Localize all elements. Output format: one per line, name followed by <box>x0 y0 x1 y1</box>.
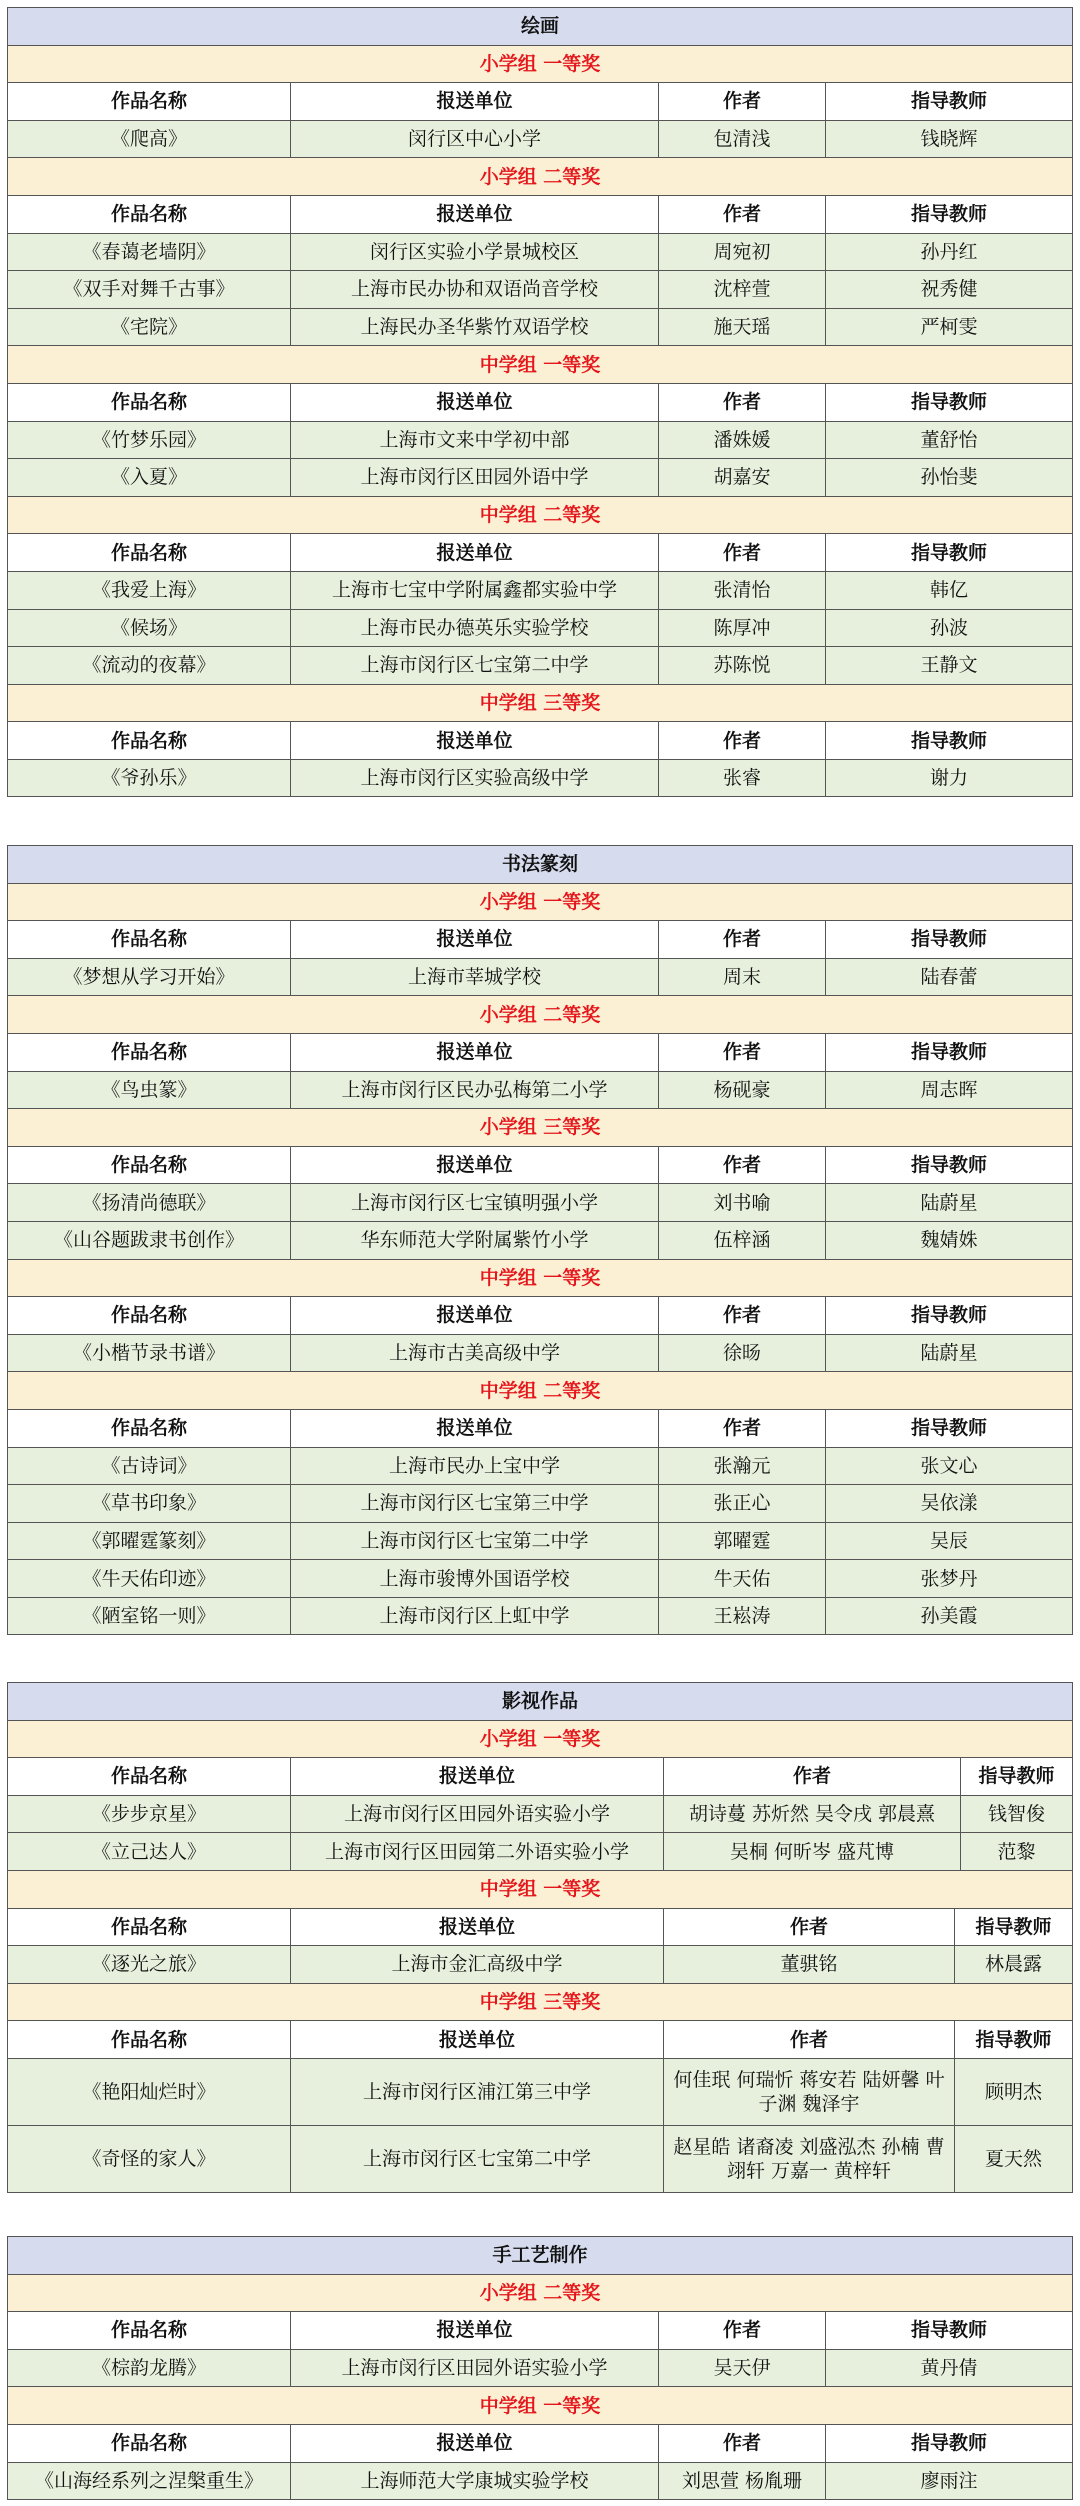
header-name: 作品名称 <box>8 196 291 233</box>
author: 周末 <box>659 959 826 996</box>
header-unit: 报送单位 <box>291 534 659 571</box>
unit: 上海市民办协和双语尚音学校 <box>291 271 659 308</box>
unit: 上海市闵行区田园第二外语实验小学 <box>291 1833 664 1870</box>
unit: 上海市金汇高级中学 <box>291 1946 664 1983</box>
header-name: 作品名称 <box>8 1297 291 1334</box>
work-name: 《陋室铭一则》 <box>8 1598 291 1635</box>
table-row <box>8 1560 1073 1598</box>
header-author: 作者 <box>659 1147 826 1184</box>
header-unit: 报送单位 <box>291 1758 664 1795</box>
header-author: 作者 <box>659 196 826 233</box>
header-teacher: 指导教师 <box>955 2021 1073 2058</box>
work-name: 《爬高》 <box>8 121 291 158</box>
work-name: 《宅院》 <box>8 309 291 346</box>
teacher: 严柯雯 <box>826 309 1073 346</box>
table-row <box>8 1222 1073 1260</box>
unit: 上海市闵行区民办弘梅第二小学 <box>291 1072 659 1109</box>
section-craft <box>7 2236 1073 2500</box>
header-name: 作品名称 <box>8 534 291 571</box>
work-name: 《艳阳灿烂时》 <box>8 2059 291 2125</box>
teacher: 吴依漾 <box>826 1485 1073 1522</box>
work-name: 《郭曜霆篆刻》 <box>8 1523 291 1560</box>
author: 伍梓涵 <box>659 1222 826 1259</box>
award-row <box>8 46 1073 84</box>
author: 张瀚元 <box>659 1448 826 1485</box>
header-unit: 报送单位 <box>291 1410 659 1447</box>
section-title: 书法篆刻 <box>8 846 1073 883</box>
work-name: 《双手对舞千古事》 <box>8 271 291 308</box>
table-header <box>8 722 1073 760</box>
table-row <box>8 610 1073 648</box>
table-row <box>8 1184 1073 1222</box>
table-row <box>8 1448 1073 1486</box>
author: 董骐铭 <box>664 1946 955 1983</box>
author: 沈梓萱 <box>659 271 826 308</box>
table-row <box>8 1335 1073 1373</box>
award-row <box>8 1721 1073 1759</box>
header-unit: 报送单位 <box>291 1909 664 1946</box>
author: 刘书喻 <box>659 1184 826 1221</box>
header-author: 作者 <box>664 1909 955 1946</box>
unit: 上海市闵行区田园外语实验小学 <box>291 1796 664 1833</box>
teacher: 张梦丹 <box>826 1560 1073 1597</box>
unit: 上海市闵行区七宝第三中学 <box>291 1485 659 1522</box>
author: 牛天佑 <box>659 1560 826 1597</box>
author: 何佳珉 何瑞忻 蒋安若 陆妍馨 叶子渊 魏泽宇 <box>664 2059 955 2125</box>
table-header <box>8 1909 1073 1947</box>
table-header <box>8 2425 1073 2463</box>
teacher: 吴辰 <box>826 1523 1073 1560</box>
header-teacher: 指导教师 <box>955 1909 1073 1946</box>
work-name: 《小楷节录书谱》 <box>8 1335 291 1372</box>
teacher: 林晨露 <box>955 1946 1073 1983</box>
header-name: 作品名称 <box>8 921 291 958</box>
work-name: 《竹梦乐园》 <box>8 422 291 459</box>
header-author: 作者 <box>659 722 826 759</box>
table-row <box>8 234 1073 272</box>
section-painting <box>7 7 1073 797</box>
award-label: 中学组 三等奖 <box>8 1984 1073 2021</box>
unit: 上海市文来中学初中部 <box>291 422 659 459</box>
award-row <box>8 158 1073 196</box>
teacher: 王静文 <box>826 647 1073 684</box>
table-header <box>8 83 1073 121</box>
unit: 上海市闵行区七宝镇明强小学 <box>291 1184 659 1221</box>
unit: 上海师范大学康城实验学校 <box>291 2463 659 2500</box>
header-name: 作品名称 <box>8 1909 291 1946</box>
teacher: 夏天然 <box>955 2126 1073 2192</box>
award-label: 小学组 三等奖 <box>8 1109 1073 1146</box>
author: 杨砚豪 <box>659 1072 826 1109</box>
section-title-row <box>8 2237 1073 2275</box>
work-name: 《步步京星》 <box>8 1796 291 1833</box>
section-title-row <box>8 846 1073 884</box>
header-teacher: 指导教师 <box>826 1297 1073 1334</box>
table-row <box>8 121 1073 159</box>
teacher: 魏婧姝 <box>826 1222 1073 1259</box>
unit: 上海市民办德英乐实验学校 <box>291 610 659 647</box>
unit: 华东师范大学附属紫竹小学 <box>291 1222 659 1259</box>
header-teacher: 指导教师 <box>826 1147 1073 1184</box>
table-row <box>8 1598 1073 1636</box>
author: 张睿 <box>659 760 826 797</box>
table-header <box>8 1297 1073 1335</box>
work-name: 《春蔼老墙阴》 <box>8 234 291 271</box>
author: 吴桐 何昕岑 盛芃博 <box>664 1833 961 1870</box>
teacher: 廖雨注 <box>826 2463 1073 2500</box>
author: 胡嘉安 <box>659 459 826 496</box>
teacher: 陆春蕾 <box>826 959 1073 996</box>
teacher: 钱智俊 <box>961 1796 1073 1833</box>
header-name: 作品名称 <box>8 1758 291 1795</box>
header-unit: 报送单位 <box>291 1034 659 1071</box>
header-name: 作品名称 <box>8 2312 291 2349</box>
header-teacher: 指导教师 <box>826 2425 1073 2462</box>
unit: 上海市闵行区田园外语中学 <box>291 459 659 496</box>
work-name: 《草书印象》 <box>8 1485 291 1522</box>
table-header <box>8 1147 1073 1185</box>
author: 徐旸 <box>659 1335 826 1372</box>
author: 苏陈悦 <box>659 647 826 684</box>
header-unit: 报送单位 <box>291 921 659 958</box>
unit: 上海市闵行区七宝第二中学 <box>291 1523 659 1560</box>
award-label: 小学组 二等奖 <box>8 996 1073 1033</box>
work-name: 《爷孙乐》 <box>8 760 291 797</box>
unit: 上海市莘城学校 <box>291 959 659 996</box>
header-author: 作者 <box>659 1297 826 1334</box>
header-unit: 报送单位 <box>291 384 659 421</box>
header-teacher: 指导教师 <box>826 1034 1073 1071</box>
unit: 上海市民办上宝中学 <box>291 1448 659 1485</box>
unit: 上海市闵行区浦江第三中学 <box>291 2059 664 2125</box>
work-name: 《梦想从学习开始》 <box>8 959 291 996</box>
table-header <box>8 1410 1073 1448</box>
award-label: 小学组 一等奖 <box>8 884 1073 921</box>
teacher: 孙丹红 <box>826 234 1073 271</box>
teacher: 陆蔚星 <box>826 1184 1073 1221</box>
author: 潘姝媛 <box>659 422 826 459</box>
author: 包清浅 <box>659 121 826 158</box>
author: 张正心 <box>659 1485 826 1522</box>
header-author: 作者 <box>659 2425 826 2462</box>
award-row <box>8 2387 1073 2425</box>
header-unit: 报送单位 <box>291 722 659 759</box>
header-teacher: 指导教师 <box>826 534 1073 571</box>
table-header <box>8 196 1073 234</box>
header-name: 作品名称 <box>8 2425 291 2462</box>
work-name: 《棕韵龙腾》 <box>8 2350 291 2387</box>
header-author: 作者 <box>659 1410 826 1447</box>
header-author: 作者 <box>659 534 826 571</box>
table-header <box>8 534 1073 572</box>
unit: 上海市闵行区七宝第二中学 <box>291 647 659 684</box>
unit: 闵行区中心小学 <box>291 121 659 158</box>
work-name: 《逐光之旅》 <box>8 1946 291 1983</box>
award-row <box>8 685 1073 723</box>
header-unit: 报送单位 <box>291 83 659 120</box>
header-name: 作品名称 <box>8 83 291 120</box>
author: 胡诗蔓 苏炘然 吴令戌 郭晨熹 <box>664 1796 961 1833</box>
award-label: 小学组 一等奖 <box>8 46 1073 83</box>
header-author: 作者 <box>664 1758 961 1795</box>
table-row <box>8 309 1073 347</box>
table-header <box>8 384 1073 422</box>
section-title-row <box>8 1683 1073 1721</box>
header-name: 作品名称 <box>8 384 291 421</box>
award-label: 中学组 一等奖 <box>8 1871 1073 1908</box>
award-row <box>8 1871 1073 1909</box>
award-label: 中学组 一等奖 <box>8 346 1073 383</box>
header-teacher: 指导教师 <box>826 2312 1073 2349</box>
work-name: 《扬清尚德联》 <box>8 1184 291 1221</box>
author: 赵星皓 诸裔凌 刘盛泓杰 孙楠 曹翊轩 万嘉一 黄梓轩 <box>664 2126 955 2192</box>
header-unit: 报送单位 <box>291 2425 659 2462</box>
teacher: 董舒怡 <box>826 422 1073 459</box>
unit: 上海市古美高级中学 <box>291 1335 659 1372</box>
section-title-row <box>8 8 1073 46</box>
header-teacher: 指导教师 <box>826 83 1073 120</box>
teacher: 张文心 <box>826 1448 1073 1485</box>
teacher: 范黎 <box>961 1833 1073 1870</box>
header-teacher: 指导教师 <box>826 384 1073 421</box>
award-label: 中学组 一等奖 <box>8 2387 1073 2424</box>
table-row <box>8 572 1073 610</box>
teacher: 黄丹倩 <box>826 2350 1073 2387</box>
award-row <box>8 346 1073 384</box>
award-row <box>8 497 1073 535</box>
teacher: 孙美霞 <box>826 1598 1073 1635</box>
author: 吴天伊 <box>659 2350 826 2387</box>
teacher: 顾明杰 <box>955 2059 1073 2125</box>
unit: 上海民办圣华紫竹双语学校 <box>291 309 659 346</box>
section-title: 影视作品 <box>8 1683 1073 1720</box>
award-row <box>8 1109 1073 1147</box>
table-row <box>8 647 1073 685</box>
header-teacher: 指导教师 <box>826 921 1073 958</box>
header-name: 作品名称 <box>8 1034 291 1071</box>
table-row <box>8 1072 1073 1110</box>
table-header <box>8 1758 1073 1796</box>
table-row <box>8 271 1073 309</box>
author: 周宛初 <box>659 234 826 271</box>
header-author: 作者 <box>664 2021 955 2058</box>
award-label: 中学组 三等奖 <box>8 685 1073 722</box>
table-row <box>8 1523 1073 1561</box>
author: 刘思萱 杨胤珊 <box>659 2463 826 2500</box>
header-author: 作者 <box>659 384 826 421</box>
section-title: 绘画 <box>8 8 1073 45</box>
award-label: 中学组 二等奖 <box>8 1372 1073 1409</box>
table-header <box>8 2021 1073 2059</box>
work-name: 《候场》 <box>8 610 291 647</box>
header-teacher: 指导教师 <box>826 1410 1073 1447</box>
award-label: 小学组 一等奖 <box>8 1721 1073 1758</box>
award-row <box>8 884 1073 922</box>
award-label: 中学组 一等奖 <box>8 1260 1073 1297</box>
table-row <box>8 1833 1073 1871</box>
section-calligraphy <box>7 845 1073 1635</box>
teacher: 钱晓辉 <box>826 121 1073 158</box>
work-name: 《鸟虫篆》 <box>8 1072 291 1109</box>
header-name: 作品名称 <box>8 2021 291 2058</box>
author: 张清怡 <box>659 572 826 609</box>
table-row <box>8 1796 1073 1834</box>
table-row <box>8 459 1073 497</box>
work-name: 《山海经系列之涅槃重生》 <box>8 2463 291 2500</box>
teacher: 谢力 <box>826 760 1073 797</box>
table-row <box>8 959 1073 997</box>
award-row <box>8 1372 1073 1410</box>
header-unit: 报送单位 <box>291 1147 659 1184</box>
author: 施天瑶 <box>659 309 826 346</box>
work-name: 《山谷题跋隶书创作》 <box>8 1222 291 1259</box>
header-name: 作品名称 <box>8 722 291 759</box>
header-name: 作品名称 <box>8 1147 291 1184</box>
table-header <box>8 2312 1073 2350</box>
work-name: 《我爱上海》 <box>8 572 291 609</box>
unit: 上海市七宝中学附属鑫都实验中学 <box>291 572 659 609</box>
teacher: 孙波 <box>826 610 1073 647</box>
teacher: 陆蔚星 <box>826 1335 1073 1372</box>
unit: 上海市骏博外国语学校 <box>291 1560 659 1597</box>
header-name: 作品名称 <box>8 1410 291 1447</box>
teacher: 周志晖 <box>826 1072 1073 1109</box>
work-name: 《牛天佑印迹》 <box>8 1560 291 1597</box>
teacher: 祝秀健 <box>826 271 1073 308</box>
teacher: 韩亿 <box>826 572 1073 609</box>
author: 王崧涛 <box>659 1598 826 1635</box>
unit: 上海市闵行区七宝第二中学 <box>291 2126 664 2192</box>
unit: 上海市闵行区田园外语实验小学 <box>291 2350 659 2387</box>
table-row <box>8 422 1073 460</box>
header-teacher: 指导教师 <box>961 1758 1073 1795</box>
work-name: 《入夏》 <box>8 459 291 496</box>
award-row <box>8 996 1073 1034</box>
unit: 上海市闵行区实验高级中学 <box>291 760 659 797</box>
table-row <box>8 1946 1073 1984</box>
header-author: 作者 <box>659 2312 826 2349</box>
unit: 上海市闵行区上虹中学 <box>291 1598 659 1635</box>
table-header <box>8 1034 1073 1072</box>
header-unit: 报送单位 <box>291 2021 664 2058</box>
work-name: 《流动的夜幕》 <box>8 647 291 684</box>
award-row <box>8 2275 1073 2313</box>
work-name: 《古诗词》 <box>8 1448 291 1485</box>
award-label: 小学组 二等奖 <box>8 2275 1073 2312</box>
header-author: 作者 <box>659 1034 826 1071</box>
header-unit: 报送单位 <box>291 196 659 233</box>
award-row <box>8 1260 1073 1298</box>
table-row <box>8 1485 1073 1523</box>
teacher: 孙怡斐 <box>826 459 1073 496</box>
author: 郭曜霆 <box>659 1523 826 1560</box>
header-unit: 报送单位 <box>291 2312 659 2349</box>
header-teacher: 指导教师 <box>826 196 1073 233</box>
table-row <box>8 2126 1073 2193</box>
table-row <box>8 760 1073 798</box>
award-row <box>8 1984 1073 2022</box>
table-row <box>8 2350 1073 2388</box>
table-row <box>8 2059 1073 2126</box>
table-row <box>8 2463 1073 2501</box>
author: 陈厚冲 <box>659 610 826 647</box>
work-name: 《奇怪的家人》 <box>8 2126 291 2192</box>
header-author: 作者 <box>659 83 826 120</box>
header-unit: 报送单位 <box>291 1297 659 1334</box>
header-teacher: 指导教师 <box>826 722 1073 759</box>
section-film <box>7 1682 1073 2193</box>
work-name: 《立己达人》 <box>8 1833 291 1870</box>
table-header <box>8 921 1073 959</box>
header-author: 作者 <box>659 921 826 958</box>
award-label: 中学组 二等奖 <box>8 497 1073 534</box>
unit: 闵行区实验小学景城校区 <box>291 234 659 271</box>
section-title: 手工艺制作 <box>8 2237 1073 2274</box>
award-label: 小学组 二等奖 <box>8 158 1073 195</box>
